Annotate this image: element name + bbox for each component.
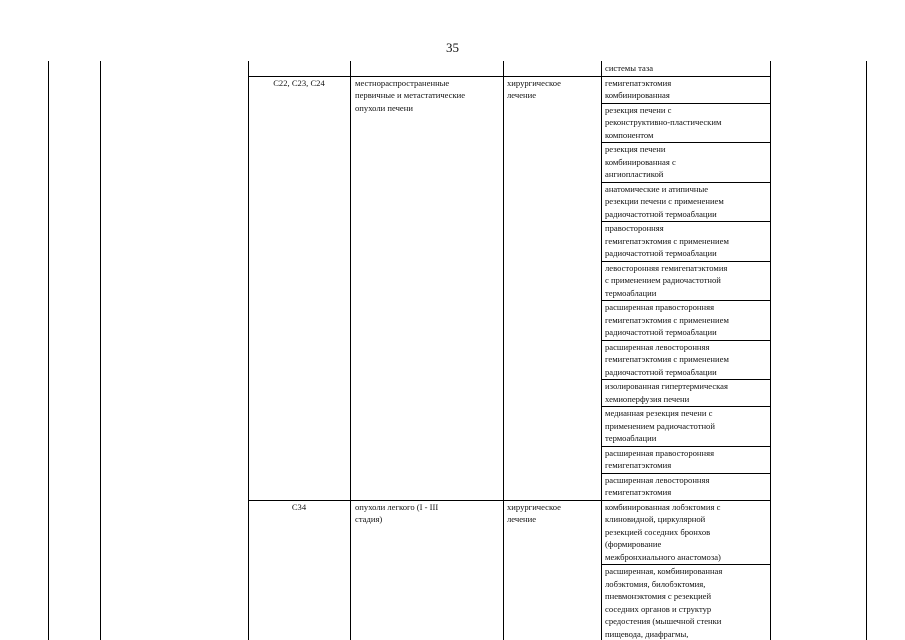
procedure-line: гемигепатэктомия с применением xyxy=(605,354,729,364)
procedure-line: гемигепатэктомия xyxy=(605,460,672,470)
procedure-cell xyxy=(605,407,770,445)
procedure-line: комбинированная с xyxy=(605,156,676,167)
procedure-cell xyxy=(605,143,770,181)
cell-diagnosis-line: первичные и метастатические xyxy=(355,90,466,100)
procedure-line: правосторонняя xyxy=(605,223,664,233)
procedure-line: медианная резекция печени с xyxy=(605,408,713,418)
procedure-line: радиочастотной термоаблации xyxy=(605,248,717,258)
procedure-line: средостения (мышечной стенки xyxy=(605,616,722,626)
procedure-cell xyxy=(605,474,770,499)
border-right-outer xyxy=(866,61,867,640)
procedure-line: резекция печени xyxy=(605,144,666,154)
procedure-line: термоаблации xyxy=(605,287,657,298)
border-left-inner xyxy=(100,61,101,640)
procedure-cell xyxy=(605,262,770,300)
procedure-cell xyxy=(605,104,770,142)
procedure-line: пищевода, диафрагмы, xyxy=(605,628,689,639)
procedure-cell xyxy=(605,565,770,640)
cell-treatment-line: хирургическое xyxy=(507,501,561,512)
procedure-line: пневмонэктомия с резекцией xyxy=(605,591,712,601)
procedure-cell xyxy=(605,501,770,564)
border-left-outer xyxy=(48,61,49,640)
cell-diagnosis-line: опухоли печени xyxy=(355,102,413,113)
col-border-right xyxy=(770,61,771,640)
procedure-line: изолированная гипертермическая xyxy=(605,381,728,391)
cell-diagnosis-line: местнораспространенные xyxy=(355,77,450,88)
procedure-line: левосторонняя гемигепатэктомия xyxy=(605,262,728,273)
col-border-diagnosis xyxy=(350,61,351,640)
procedure-cell xyxy=(605,62,770,75)
procedure-line: резекции печени с применением xyxy=(605,196,724,206)
procedure-line: радиочастотной термоаблации xyxy=(605,208,717,219)
procedure-line: гемигепатэктомия xyxy=(605,487,672,497)
page-number: 35 xyxy=(446,40,459,55)
procedure-line: гемигепатэктомия с применением xyxy=(605,235,729,246)
procedure-line: расширенная левосторонняя xyxy=(605,341,710,352)
procedure-cell xyxy=(605,77,770,102)
procedure-cell xyxy=(605,447,770,472)
procedure-line: комбинированная xyxy=(605,90,670,100)
cell-treatment-line: лечение xyxy=(507,90,537,100)
procedure-line: анатомические и атипичные xyxy=(605,183,709,194)
procedure-line: резекция печени с xyxy=(605,104,672,115)
procedure-line: межбронхиального анастомоза) xyxy=(605,551,721,562)
cell-treatment-line: лечение xyxy=(507,514,537,524)
procedure-line: компонентом xyxy=(605,129,654,140)
procedure-line: реконструктивно-пластическим xyxy=(605,117,722,127)
procedure-line: клиновидной, циркулярной xyxy=(605,514,706,524)
procedure-line: радиочастотной термоаблации xyxy=(605,366,717,377)
col-border-treatment xyxy=(503,61,504,640)
procedure-line: расширенная левосторонняя xyxy=(605,474,710,485)
procedure-line: гемигепатэктомия xyxy=(605,77,672,88)
procedure-line: применением радиочастотной xyxy=(605,420,715,431)
procedure-line: (формирование xyxy=(605,539,662,549)
procedure-cell xyxy=(605,222,770,260)
cell-diagnosis-line: стадия) xyxy=(355,514,383,524)
procedure-line: термоаблации xyxy=(605,433,657,443)
procedure-line: гемигепатэктомия с применением xyxy=(605,314,729,325)
procedure-line: комбинированная лобэктомия с xyxy=(605,501,721,512)
procedure-line: радиочастотной термоаблации xyxy=(605,327,717,337)
procedure-line: расширенная правосторонняя xyxy=(605,302,715,312)
cell-diagnosis-line: опухоли легкого (I - III xyxy=(355,501,439,512)
cell-code: С34 xyxy=(291,501,307,512)
procedure-line: с применением радиочастотной xyxy=(605,275,721,285)
procedure-line: соседних органов и структур xyxy=(605,603,712,614)
cell-treatment-line: хирургическое xyxy=(507,77,561,88)
procedure-cell xyxy=(605,301,770,339)
procedure-line: лобэктомия, билобэктомия, xyxy=(605,578,706,589)
procedure-line: расширенная, комбинированная xyxy=(605,566,723,576)
procedure-line: ангиопластикой xyxy=(605,169,664,179)
procedure-cell xyxy=(605,341,770,379)
cell-code: С22, С23, С24 xyxy=(273,77,325,88)
procedure-cell xyxy=(605,183,770,221)
procedure-line: расширенная правосторонняя xyxy=(605,447,715,458)
procedure-line: хемиоперфузия печени xyxy=(605,393,690,404)
procedure-cell xyxy=(605,380,770,405)
procedure-line: резекцией соседних бронхов xyxy=(605,526,711,537)
col-border-code xyxy=(248,61,249,640)
procedure-line: системы таза xyxy=(605,63,654,73)
col-border-procedure xyxy=(601,61,602,640)
